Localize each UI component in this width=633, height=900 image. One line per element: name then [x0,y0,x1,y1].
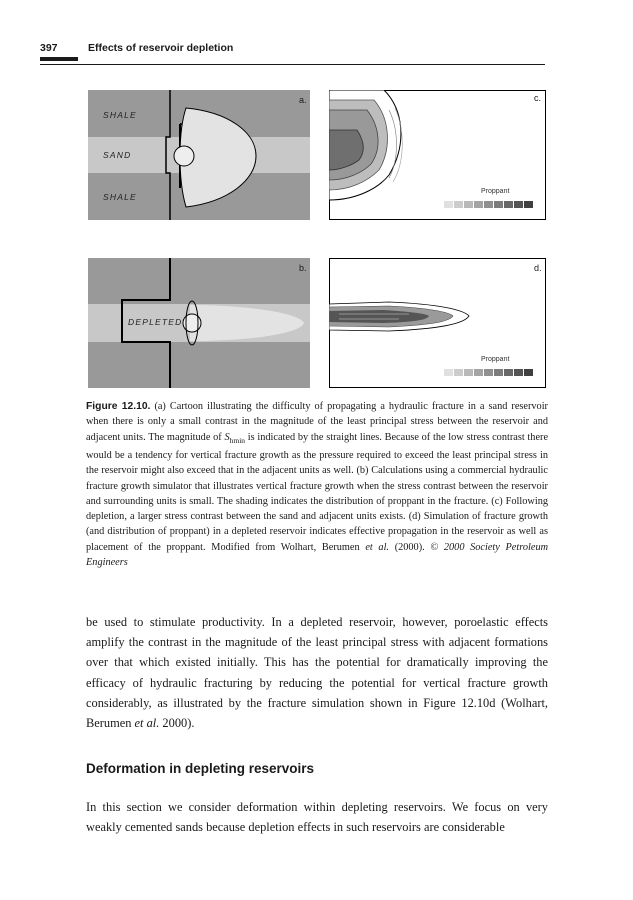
legend-swatch [494,201,503,208]
legend-swatch [494,369,503,376]
legend-swatch [444,201,453,208]
legend-swatch [474,201,483,208]
proppant-legend-label-d: Proppant [481,356,510,363]
figure-panel-d [329,258,546,388]
caption-text-part2: is indicated by the straight lines. Because of the low stress contrast there would be a tendency for vertical fracture growth as the pressure required to exceed the least principal stress in the reservoir might also exceed that in the adjacent units as well. (b) Calculations using a commercial hydraulic fracture growth simulator that illustrates vertical fracture growth when the stress contrast between the reservoir and surrounding units is small. The shading indicates the distribution of proppant in the fracture. (c) Following depletion, a larger stress contrast between the sand and adjacent units exists. (d) Simulation of fracture growth (and distribution of proppant) in a depleted reservoir indicates effective propagation in the reservoir as well as placement of the proppant. Modified from Wolhart, Berumen [86,431,549,553]
panel-b-graphic [88,258,310,388]
section-heading: Deformation in depleting reservoirs [86,761,315,776]
proppant-legend-scale-d [444,369,533,376]
legend-swatch [514,369,523,376]
legend-swatch [524,201,533,208]
caption-symbol-subscript: hmin [229,435,246,445]
page-number: 397 [40,42,58,54]
layer-label-shale-top: SHALE [103,110,137,120]
legend-swatch [454,369,463,376]
caption-year: (2000). [394,541,425,553]
layer-label-sand: SAND [103,150,132,160]
caption-symbol: S [224,431,230,443]
legend-swatch [474,369,483,376]
layer-label-depleted: DEPLETED [128,317,183,327]
caption-text-part1: (a) Cartoon illustrating the difficulty of propagating a hydraulic fracture in a sand reservoir when there is only a small contrast in the magnitude of the least principal stress between the reservoir and adjacent units. The magnitude of [86,401,548,443]
header-rule-accent [40,57,78,61]
panel-label-a: a. [299,95,307,105]
legend-swatch [444,369,453,376]
page-header [40,42,545,66]
figure-panel-b [88,258,310,388]
paragraph-1-etal: et al. [134,716,160,731]
legend-swatch [464,201,473,208]
figure-panel-a [88,90,310,220]
legend-swatch [524,369,533,376]
layer-label-shale-bottom: SHALE [103,192,137,202]
panel-label-c: c. [534,93,542,103]
body-paragraph-2: In this section we consider deformation within depleting reservoirs. We focus on very weakly cemented sands because depletion effects in such reservoirs are considerable [86,800,548,835]
legend-swatch [514,201,523,208]
running-title: Effects of reservoir depletion [88,42,234,54]
caption-etal: et al. [365,541,390,553]
legend-swatch [504,201,513,208]
body-paragraph-1 [86,612,548,733]
figure-panel-c [329,90,546,220]
legend-swatch [484,201,493,208]
legend-swatch [464,369,473,376]
panel-label-d: d. [534,263,542,273]
legend-swatch [484,369,493,376]
legend-swatch [454,201,463,208]
header-rule [40,64,545,65]
paragraph-1-main: be used to stimulate productivity. In a depleted reservoir, however, poroelastic effects amplify the contrast in the magnitude of the least principal stress with adjacent formations over that which existed initially. This has the potential for dramatically improving the efficacy of hydraulic fracturing by reducing the potential for vertical fracture growth considerably, as illustrated by the fracture simulation shown in Figure 12.10d (Wolhart, Berumen [86,615,548,731]
legend-swatch [504,369,513,376]
caption-label: Figure 12.10. [86,401,151,412]
paragraph-1-end: 2000). [162,716,195,731]
caption-copyright: © 2000 Society Petroleum Engineers [86,541,549,569]
panel-label-b: b. [299,263,307,273]
proppant-legend-label-c: Proppant [481,188,510,195]
figure-caption [86,399,548,570]
proppant-legend-scale-c [444,201,533,208]
